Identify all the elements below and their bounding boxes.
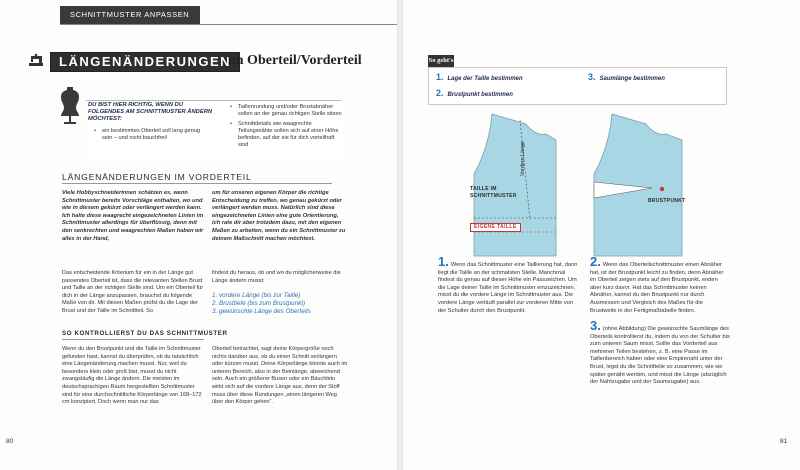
sub-heading: SO KONTROLLIERST DU DAS SCHNITTMUSTER [62,330,228,337]
step-label: Brustpunkt bestimmen [447,92,513,98]
body2-paragraph-left: Wenn du den Brustpunkt und die Taille im Schnittmuster gefunden hast, kannst du überprüfen, ob du tatsächlich eine Längenänderung machen musst. Nur, weil du besonders klein oder groß bist, musst du nicht zwangsläufig die Länge ändern. Die meisten im deutschsprachigen Raum hergestellten Schnittmuster sind für eine durchschnittliche Körperlänge von 168–172 cm konzipiert. Doch wenn man nur das [62,346,202,406]
step-number: 3. [588,72,596,82]
intro-bullet: • Schnittdetails wie waagrechte Teilungsnähte sollen sich auf einer Höhe befinden, auf der sie für dich vorteilhaft sind [230,121,342,149]
header-rule [60,24,397,25]
step2-text: Wenn das Oberteilschnittmuster einen Abnäher hat, ist der Brustpunkt leicht zu finden, denn Abnäher im Oberteil zeigen stets auf den Brustpunkt, enden aber kurz davor. Hat das Schnittmuster keinen Abnäher, kannst du den Brustpunkt nur durch Ausmessen und Vergleich des Maßes für die Brustweite in der Fertigmaßtabelle finden. [590,262,724,314]
step1-number: 1. [438,254,449,269]
page-number-right: 81 [780,438,788,445]
step-number: 1. [436,72,444,82]
section-heading: LÄNGENÄNDERUNGEN IM VORDERTEIL [62,172,252,182]
brustpunkt-label: BRUSTPUNKT [648,198,686,204]
brustpunkt-marker [660,187,664,191]
step-label: Saumlänge bestimmen [599,76,665,82]
step1-paragraph [438,254,580,315]
intro-bullet: • ein bestimmtes Oberteil soll lang genug sein – und nicht bauchfrei! [94,128,209,142]
step3-text: (ohne Abbildung) Die gewünschte Saumlänge des Oberteils kontrollierst du, indem du von der Schulter bis zum unteren Saum misst. Sollte das Vorderteil aus mehreren Teilen bestehen, z. B. eine Passe im Taillenbereich haben oder eine Empirenaht unter der Brust, legst du die Schnittteile so zusammen, wie sie später genäht werden, und misst die Länge (abzüglich der Nahtzugabe und der Saumzugabe) aus. [590,326,730,386]
section-rule [62,183,332,184]
dress-form-icon [58,85,82,125]
body-paragraph-left: Das entscheidende Kriterium für ein in der Länge gut passendes Oberteil ist, dass die relevanten Stellen Brust und Taille an der richtigen Stelle sind. Um ein Oberteil für dich in der Länge anzupassen, brauchst du folgende Maße von dir. Mit diesen Maßen prüfst du die Lage der Brust und der Taille im Schnittteil. So [62,270,204,314]
intro-bullets-right [230,104,342,152]
pattern-piece-2 [594,114,682,256]
page-subtitle: im Oberteil/Vorderteil [228,53,362,68]
so-gehts-label: So geht's [428,55,454,67]
page-number-left: 80 [6,438,14,445]
taille-im-schnittmuster-label: TAILLE IM SCHNITTMUSTER [470,186,517,199]
page-title: LÄNGENÄNDERUNGEN [50,52,240,72]
measurement-item: 2. Brusttiefe (bis zum Brustpunkt) [212,300,306,308]
body-paragraph-right: findest du heraus, ob und wo du möglicherweise die Länge ändern musst: [212,270,341,284]
step3-paragraph [590,318,730,387]
intro-bullets-left [94,128,209,145]
sewing-machine-icon [28,52,44,68]
intro-bullet: • Taillenrundung und/oder Brustabnäher sollen an der genau richtigen Stelle sitzen [230,104,342,118]
measurement-item: 1. vordere Länge (bis zur Taille) [212,292,301,299]
step3-number: 3. [590,318,601,333]
step-1 [436,72,523,82]
measurement-item: 3. gewünschte Länge des Oberteils [212,308,311,316]
step2-number: 2. [590,254,601,269]
step1-text: Wenn das Schnittmuster eine Taillierung hat, dann liegt die Taille an der schmalsten Stelle. Manchmal findest du genau auf dieser Höhe ein Passzeichen. Um die Lage deiner Taille im Schnittmuster einzuzeichnen, misst du die vordere Länge im Schnittmuster aus. Die vordere Länge verläuft parallel zur vorderen Mitte von der Schulter durch den Brustpunkt. [438,262,578,314]
step-label: Lage der Taille bestimmen [447,76,523,82]
intro-question: DU BIST HIER RICHTIG, WENN DU FOLGENDES AM SCHNITTMUSTER ÄNDERN MÖCHTEST: [88,102,213,123]
step2-paragraph [590,254,730,315]
step-number: 2. [436,88,444,98]
pattern-illustrations [460,110,700,258]
intro-paragraph-right: um für unseren eigenen Körper die richtige Entscheidung zu treffen, wo genau gekürzt oder verlängert werden muss. Natürlich sind diese eingezeichneten Linien eine gute Orientierung, ich rate dir aber trotzdem dazu, mit den eigenen Maßen zu arbeiten, wenn du ein Schnittmuster zu deinem Maßschnitt machen möchtest. [212,190,346,242]
step-3 [588,72,665,82]
intro-paragraph-left: Viele Hobbyschneiderinnen schätzen es, wenn Schnittmuster bereits Vorschläge enthalten, wo und wie in diesem gekürzt oder verlängert werden kann. Ich halte diese waagrecht eingezeichneten Linien im Schnittmuster allerdings für überflüssig, denn mit den senkrechten und waagrechten Maßen haben wir alles in der Hand, [62,190,204,242]
vordere-laenge-label: Vordere Länge [520,141,526,176]
body2-paragraph-right: Oberteil betrachtet, sagt deine Körpergröße noch nichts darüber aus, ob du einen Schnitt verlängern oder kürzen musst. Deine Körperlänge könnte auch im unteren Bereich, also in der Beinlänge, abweichend sein. Auch ein größerer Busen oder ein Bäuchlein wirkt sich auf die vordere Länge aus, denn der Stoff muss über diese Rundungen „einen längeren Weg über den Körper gehen“. [212,346,348,406]
step-2 [436,88,513,98]
measurement-list [212,292,352,317]
pattern-piece-1 [474,114,556,256]
sub-heading-rule [62,339,204,340]
section-header-label: SCHNITTMUSTER ANPASSEN [60,6,200,24]
eigene-taille-label: EIGENE TAILLE [470,223,521,232]
